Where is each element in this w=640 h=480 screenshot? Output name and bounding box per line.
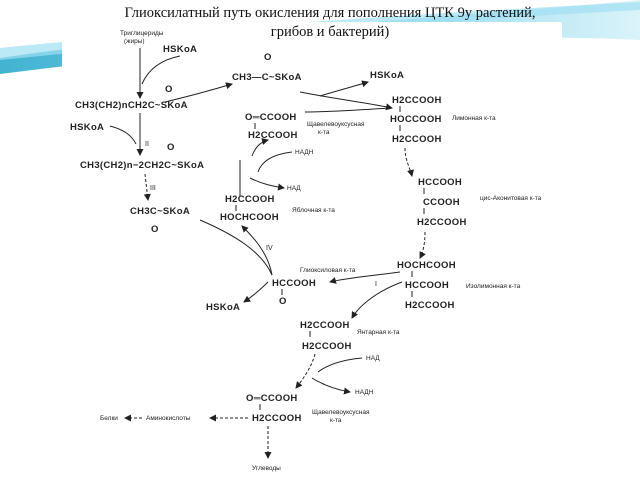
label-hskoa-right: HSKoA bbox=[370, 70, 405, 81]
label-malate-2: HOCHCOOH bbox=[220, 212, 279, 223]
label-nad-bottom: НАД bbox=[366, 355, 380, 362]
label-citrate-2: HOCCOOH bbox=[390, 114, 442, 125]
arrow-nad-bottom bbox=[318, 358, 362, 372]
title-line-2: грибов и бактерий) bbox=[270, 24, 390, 40]
label-nadh-top: НАДН bbox=[295, 149, 314, 156]
label-oxaloacetate-1b: H2CCOOH bbox=[248, 130, 298, 141]
label-nad-top: НАД bbox=[287, 185, 301, 192]
label-aconitate-3: H2CCOOH bbox=[417, 217, 467, 228]
label-acetyl-coa-left-o: O bbox=[151, 224, 159, 235]
arrow-hskoa-in bbox=[142, 56, 180, 84]
label-oxaloacetate-1a: O═CCOOH bbox=[245, 112, 297, 123]
arrow-isocitrate-to-succinate bbox=[352, 282, 402, 318]
label-amino-acids: Аминокислоты bbox=[146, 415, 191, 422]
label-malic-acid: Яблочная к-та bbox=[292, 207, 335, 214]
label-carbohydrates: Углеводы bbox=[252, 465, 281, 472]
arrow-to-acetyl-top bbox=[165, 84, 232, 102]
arrow-dashed-beta bbox=[145, 174, 148, 200]
page-title bbox=[60, 4, 600, 42]
label-citrate-1: H2CCOOH bbox=[392, 95, 442, 106]
label-aconitate-2: CCOOH bbox=[423, 197, 460, 208]
label-aconitate-1: HCCOOH bbox=[418, 177, 463, 188]
label-citric-acid: Лимонная к-та bbox=[452, 115, 496, 122]
arrow-acetyl-to-malate-synthase bbox=[200, 220, 272, 275]
label-glyoxylate-2: O bbox=[279, 296, 287, 307]
arrow-nad-top bbox=[250, 178, 284, 188]
label-proteins: Белки bbox=[100, 415, 118, 422]
label-isocitrate-3: H2CCOOH bbox=[405, 300, 455, 311]
label-acetyl-coa-top: CH3—C~SKoA bbox=[232, 72, 302, 83]
label-succinic-acid: Янтарная к-та bbox=[357, 329, 400, 336]
label-succinate-2: H2CCOOH bbox=[302, 341, 352, 352]
label-roman-1: I bbox=[375, 281, 377, 288]
label-acyl-coa: CH3(CH2)nCH2C~SKoA bbox=[75, 100, 188, 111]
label-nadh-bottom: НАДН bbox=[355, 389, 374, 396]
arrow-hskoa-left bbox=[110, 126, 136, 144]
label-acetyl-coa-top-o: O bbox=[264, 52, 272, 63]
label-acid-suffix-2: к-та bbox=[330, 417, 342, 424]
label-oxaloacetic-acid-1: Щавелевоуксусная bbox=[307, 121, 365, 128]
label-acyl-coa-o: O bbox=[165, 84, 173, 95]
label-roman-2: II bbox=[145, 141, 149, 148]
label-malate-1: H2CCOOH bbox=[225, 194, 275, 205]
label-isocitrate-2: HCCOOH bbox=[405, 280, 450, 291]
label-hskoa-bottom: HSKoA bbox=[206, 302, 241, 313]
arrow-aconitate-to-isocitrate bbox=[420, 232, 425, 258]
label-hskoa-top: HSKoA bbox=[163, 44, 198, 55]
label-isocitric-acid: Изолимонная к-та bbox=[466, 283, 521, 290]
label-hskoa-left: HSKoA bbox=[70, 122, 105, 133]
label-oxaloacetic-acid-2: Щавелевоуксусная bbox=[312, 409, 370, 416]
arrow-hskoa-release bbox=[244, 282, 268, 302]
arrow-nadh-bottom bbox=[312, 378, 350, 392]
label-acyl-coa-short: CH3(CH2)n−2CH2C~SKoA bbox=[80, 160, 205, 171]
label-fats: (жиры) bbox=[124, 38, 145, 45]
label-isocitrate-1: HOCHCOOH bbox=[397, 260, 456, 271]
label-oxaloacetate-2b: H2CCOOH bbox=[252, 413, 302, 424]
label-acetyl-coa-left: CH3C~SKoA bbox=[130, 206, 190, 217]
label-oxaloacetate-2a: O═CCOOH bbox=[246, 393, 298, 404]
arrow-acetyl-to-citrate bbox=[300, 92, 392, 108]
label-glyoxylic-acid: Глиоксиловая к-та bbox=[300, 267, 356, 274]
label-citrate-3: H2CCOOH bbox=[392, 134, 442, 145]
label-acyl-coa-short-o: O bbox=[167, 142, 175, 153]
label-glyoxylate-1: HCCOOH bbox=[272, 278, 317, 289]
label-acid-suffix-1: к-та bbox=[318, 129, 330, 136]
label-succinate-1: H2CCOOH bbox=[300, 320, 350, 331]
title-line-1: Глиоксилатный путь окисления для пополнения ЦТК 9у растений, bbox=[124, 5, 536, 21]
arrow-malate-to-oxalo bbox=[252, 140, 268, 156]
arrow-citrate-to-aconitate bbox=[405, 148, 412, 176]
label-roman-4: IV bbox=[266, 245, 273, 252]
arrow-hskoa-out bbox=[320, 82, 368, 96]
label-roman-3: III bbox=[150, 185, 156, 192]
arrow-nadh-top bbox=[258, 152, 292, 172]
label-triglycerides: Триглицериды bbox=[120, 30, 164, 37]
arrow-oxalo-to-citrate bbox=[305, 108, 390, 112]
arrow-succinate-to-oxalo bbox=[296, 354, 315, 388]
label-cis-aconitic-acid: цис-Аконитовая к-та bbox=[480, 195, 542, 202]
